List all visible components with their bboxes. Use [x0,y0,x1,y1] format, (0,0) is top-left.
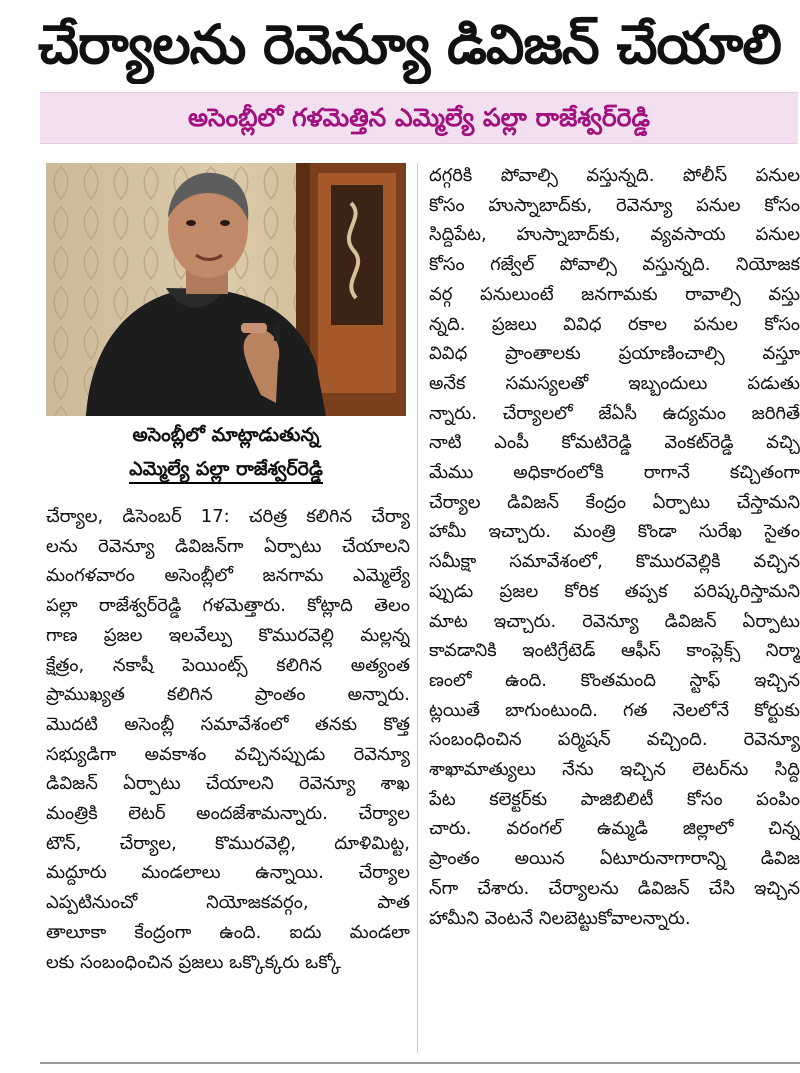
article-body-left-column [46,502,410,977]
body-text-line: మద్దూరు మండలాలు ఉన్నాయి. చేర్యాల [46,862,410,884]
column-divider [417,163,418,1053]
body-text-line: ప్పుడు ప్రజల కోరిక తప్పక పరిష్కరిస్తామని [429,580,800,602]
caption-line-2: ఎమ్మెల్యే పల్లా రాజేశ్వర్‌రెడ్డి [129,458,323,484]
body-text-line: చేర్యాల, డిసెంబర్ 17: చరిత్ర కలిగిన చేర్యా [46,506,410,527]
headline: చేర్యాలను రెవెన్యూ డివిజన్ చేయాలి [38,13,781,76]
body-text-line: హామీని వెంటనే నిలబెట్టుకోవాలన్నారు. [429,907,691,929]
body-text-line: సిద్దిపేట, హుస్నాబాద్‌కు, వ్యవసాయ పనుల [429,224,800,246]
body-text-line: పల్లా రాజేశ్వర్‌రెడ్డి గళమెత్తారు. కోట్లాది తెలం [46,595,410,617]
body-text-line: మేము అధికారంలోకి రాగానే కచ్చితంగా [429,462,800,484]
body-text-line: తాలూకా కేంద్రంగా ఉంది. ఐదు మండలా [46,921,410,943]
body-text-line: సంబంధించిన పర్మిషన్ వచ్చింది. రెవెన్యూ [429,729,800,751]
body-text-line: టౌన్, చేర్యాల, కొమురవెల్లి, దూళిమిట్ట, [46,832,410,854]
body-text-line: సభ్యుడిగా అవకాశం వచ్చినప్పుడు రెవెన్యూ [46,743,410,765]
photo-caption [46,418,406,492]
subheadline-banner [40,92,798,144]
body-text-line: కావడానికి ఇంటిగ్రేటెడ్ ఆఫీస్ కాంప్లెక్స్ నిర్మా [429,640,800,662]
body-text-line: న్‌గా చేశారు. చేర్యాలను డివిజన్ చేసి ఇచ్చిన [429,877,800,899]
body-text-line: గాణ ప్రజల ఇలవేల్పు కొమురవెల్లి మల్లన్న [46,624,410,646]
body-text-line: చారు. వరంగల్ ఉమ్మడి జిల్లాలో చిన్న [429,818,800,840]
body-text-line: డివిజన్ ఏర్పాటు చేయాలని రెవెన్యూ శాఖ [46,773,410,795]
caption-line-1: అసెంబ్లీలో మాట్లాడుతున్న [132,424,320,446]
body-text-line: మొదటి అసెంబ్లీ సమావేశంలో తనకు కొత్త [46,713,410,735]
body-text-line: వివిధ ప్రాంతాలకు ప్రయాణించాల్సి వస్తూ [429,343,800,365]
body-text-line: ట్లయితే బాగుంటుంది. గత నెలలోనే కోర్టుకు [429,699,800,721]
body-text-line: శాఖామాత్యులు నేను ఇచ్చిన లెటర్‌ను సిద్ది [429,759,800,781]
bottom-rule [40,1062,800,1064]
body-text-line: నాటి ఎంపీ కోమటిరెడ్డి వెంకట్‌రెడ్డి వచ్చి [429,432,800,454]
body-text-line: పేట కలెక్టర్‌కు పాజిబిలిటీ కోసం పంపిం [429,788,800,810]
body-text-line: ప్రాముఖ్యత కలిగిన ప్రాంతం అన్నారు. [46,684,410,706]
body-text-line: ప్రాంతం అయిన ఏటూరునాగారాన్ని డివిజ [429,848,800,870]
body-text-line: న్నారు. చేర్యాలలో జేఏసీ ఉద్యమం జరిగితే [429,402,800,424]
mla-speaking-photo [46,163,406,416]
body-text-line: దగ్గరికి పోవాల్సి వస్తున్నది. పోలీస్ పనుల [429,165,800,186]
body-text-line: లను రెవెన్యూ డివిజన్‌గా ఏర్పాటు చేయాలని [46,535,410,557]
caption-line-2-wrapper [46,452,406,486]
body-text-line: హామీ ఇచ్చారు. మంత్రి కొండా సురేఖ సైతం [429,521,800,543]
body-text-line: లకు సంబంధించిన ప్రజలు ఒక్కొక్కరు ఒక్కో [46,951,341,973]
body-text-line: కోసం హుస్నాబాద్‌కు, రెవెన్యూ పనుల కోసం [429,194,800,216]
subheadline: అసెంబ్లీలో గళమెత్తిన ఎమ్మెల్యే పల్లా రాజేశ్వర్‌రెడ్డి [188,103,650,132]
body-text-line: క్షేత్రం, నకాషీ పెయింట్స్ కలిగిన అత్యంత [46,654,410,676]
body-text-line: ణంలో ఉంది. కొంతమంది స్టాఫ్ ఇచ్చిన [429,669,800,691]
body-text-line: ఎప్పటినుంచో నియోజకవర్గం, పాత [46,892,410,914]
body-text-line: మంగళవారం అసెంబ్లీలో జనగామ ఎమ్మెల్యే [46,565,410,587]
body-text-line: చేర్యాల డివిజన్ కేంద్రం ఏర్పాటు చేస్తామని [429,491,800,513]
body-text-line: కోసం గజ్వేల్ పోవాల్సి వస్తున్నది. నియోజక [429,254,800,276]
body-text-line: మంత్రికి లెటర్ అందజేశామన్నారు. చేర్యాల [46,803,410,825]
body-text-line: అనేక సమస్యలతో ఇబ్బందులు పడుతు [429,372,800,394]
body-text-line: న్నది. ప్రజలు వివిధ రకాల పనుల కోసం [429,313,800,335]
body-text-line: వర్గ పనులుంటే జనగామకు రావాల్సి వస్తు [429,283,800,305]
article-body-right-column [429,161,800,933]
body-text-line: సమీక్షా సమావేశంలో, కొమురవెల్లికి వచ్చిన [429,551,800,573]
body-text-line: మాట ఇచ్చారు. రెవెన్యూ డివిజన్ ఏర్పాటు [429,610,800,632]
